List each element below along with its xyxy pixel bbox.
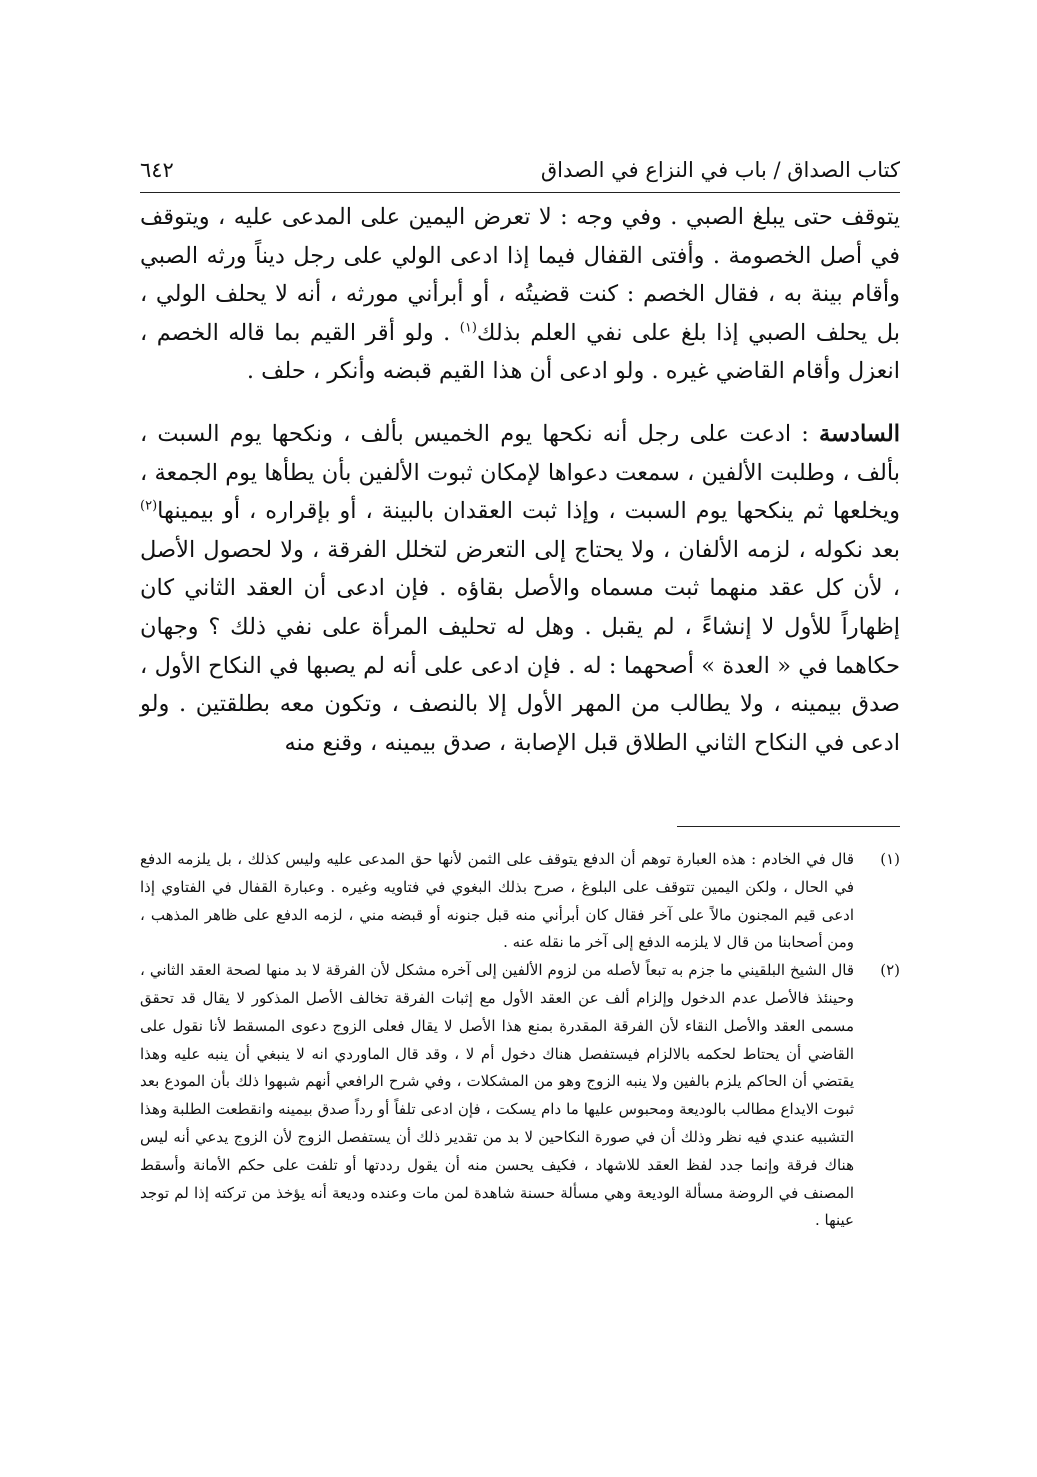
footnote [140, 846, 900, 957]
footnote-divider [677, 826, 900, 827]
section-lead: السادسة [819, 420, 900, 447]
footnote-ref: (١) [459, 320, 477, 336]
main-text [140, 198, 900, 762]
page-number: ٦٤٢ [140, 158, 174, 182]
paragraph-text: بعد نكوله ، لزمه الألفان ، ولا يحتاج إلى التعرض لتخلل الفرقة ، ولا لحصول الأصل ، لأن كل عقد منهما ثبت مسماه والأصل بقاؤه . فإن ادعى أن العقد الثاني كان إظهاراً للأول لا إنشاءً ، لم يقبل . وهل له تحليف المرأة على نفي ذلك ؟ وجهان حكاهما في « العدة » أصحهما : له . فإن ادعى على أنه لم يصبها في النكاح الأول ، صدق بيمينه ، ولا يطالب من المهر الأول إلا بالنصف ، وتكون معه بطلقتين . ولو ادعى في النكاح الثاني الطلاق قبل الإصابة ، صدق بيمينه ، وقنع منه [140, 536, 900, 756]
paragraph-text: . ولو أقر القيم بما قاله الخصم ، انعزل وأقام القاضي غيره . ولو ادعى أن هذا القيم قبضه وأنكر ، حلف . [140, 319, 900, 385]
footnote-ref: (٢) [140, 498, 158, 514]
footnote-number: (٢) [880, 961, 900, 980]
footnote-text: قال في الخادم : هذه العبارة توهم أن الدفع يتوقف على الثمن لأنها حق المدعى عليه وليس كذلك ، بل يلزمه الدفع في الحال ، ولكن اليمين تتوقف على البلوغ ، صرح بذلك البغوي في فتاويه وغيره . وعبارة القفال في الفتاوي إذا ادعى قيم المجنون مالاً على آخر فقال كان أبرأني منه قبل جنونه أو قبضه مني ، لزمه الدفع على ظاهر المذهب ، ومن أصحابنا من قال لا يلزمه الدفع إلى آخر ما نقله عنه . [140, 850, 854, 952]
footnote-number: (١) [880, 850, 900, 868]
footnote [140, 957, 900, 1235]
footnote-text: قال الشيخ البلقيني ما جزم به تبعاً لأصله من لزوم الألفين إلى آخره مشكل لأن الفرقة لا بد منها لصحة العقد الثاني ، وحينئذ فالأصل عدم الدخول وإلزام ألف عن العقد الأول مع إثبات الفرقة تخالف الأصل المذكور لا يقال قد تحقق مسمى العقد والأصل النقاء لأن الفرقة المقدرة بمنع هذا الأصل لا يقال فعلى الزوج دعوى المسقط لأنا نقول على القاضي أن يحتاط لحكمه بالالزام فيستفصل هناك دخول أم لا ، وقد قال الماوردي انه لا ينبغي أن ينبه عليه وهذا يقتضي أن الحاكم يلزم بالفين ولا ينبه الزوج وهو من المشكلات ، وفي شرح الرافعي أنهم شبهوا ذلك بأن المودع بعد ثبوت الايداع مطالب بالوديعة ومحبوس عليها ما دام يسكت ، فإن ادعى تلفاً أو رداً صدق بيمينه وانقطعت الطلبة وهذا التشبيه عندي فيه نظر وذلك أن في صورة النكاحين لا بد من تقدير ذلك أن يستفصل الزوج لأن الزوج يدعي أنه ليس هناك فرقة وإنما جدد لفظ العقد للاشهاد ، فكيف يحسن منه أن يقول رددتها أو تلفت على حكم الأمانة وأسقط المصنف في الروضة مسألة الوديعة وهي مسألة حسنة شاهدة لمن مات وعنده وديعة أنه يؤخذ من تركته إذا لم توجد عينها . [140, 961, 854, 1230]
footnotes [140, 846, 900, 1235]
paragraph-text: : ادعت على رجل أنه نكحها يوم الخميس بألف ، ونكحها يوم السبت ، بألف ، وطلبت الألفين ، سمعت دعواها لإمكان ثبوت الألفين بأن يطأها يوم الجمعة ، ويخلعها ثم ينكحها يوم السبت ، وإذا ثبت العقدان بالبينة ، أو بإقراره ، أو بيمينها [140, 420, 900, 525]
header-title: كتاب الصداق / باب في النزاع في الصداق [540, 158, 900, 182]
paragraph-text: يتوقف حتى يبلغ الصبي . وفي وجه : لا تعرض اليمين على المدعى عليه ، ويتوقف في أصل الخصومة . وأفتى القفال فيما إذا ادعى الولي على رجل ديناً ورثه الصبي وأقام بينة به ، فقال الخصم : كنت قضيتُه ، أو أبرأني مورثه ، أنه لا يحلف الولي ، بل يحلف الصبي إذا بلغ على نفي العلم بذلك [140, 204, 900, 346]
running-header [140, 148, 900, 193]
paragraph [140, 198, 900, 391]
paragraph [140, 415, 900, 762]
